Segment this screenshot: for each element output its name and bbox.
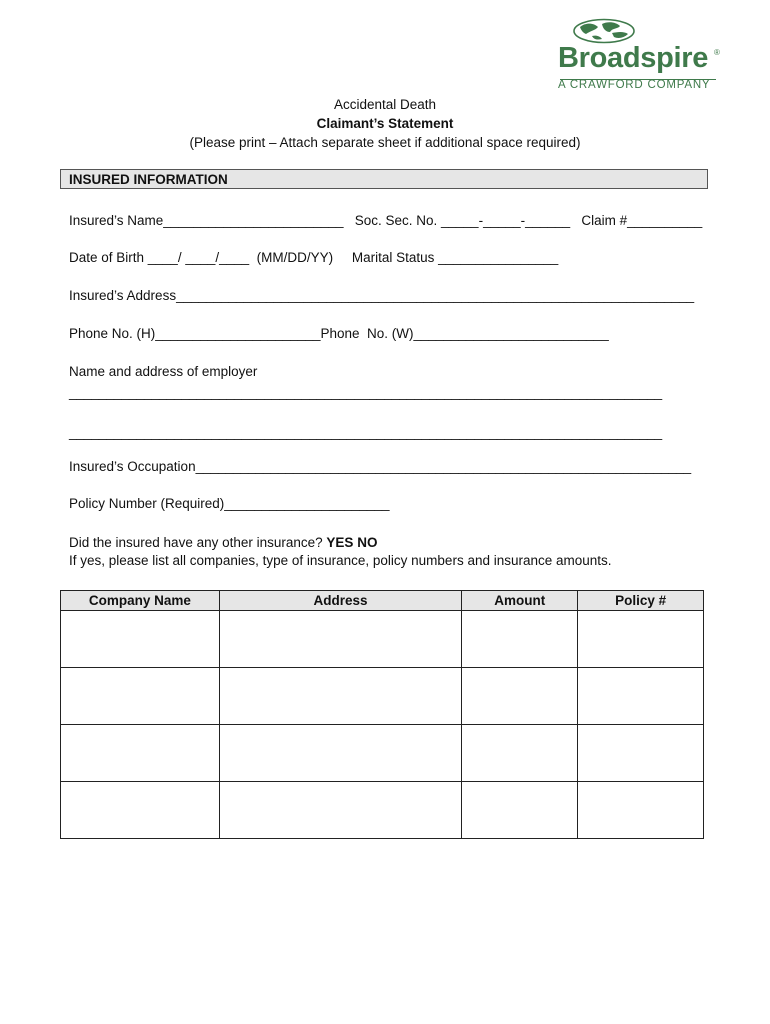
address-cell[interactable]	[219, 725, 462, 782]
address-cell[interactable]	[219, 668, 462, 725]
table-row	[61, 611, 704, 668]
address-cell[interactable]	[219, 611, 462, 668]
policy-cell[interactable]	[578, 668, 704, 725]
dob-marital-status-line[interactable]: Date of Birth ____/ ____/____ (MM/DD/YY) Marital Status ________________	[69, 250, 559, 265]
policy-cell[interactable]	[578, 725, 704, 782]
company-name-cell[interactable]	[61, 725, 220, 782]
insured-address-line[interactable]: Insured’s Address_____________________________________________________________________	[69, 288, 695, 303]
insured-name-ssn-claim-line[interactable]: Insured’s Name________________________ Soc. Sec. No. _____-_____-______ Claim #__________	[69, 213, 703, 228]
instructions-text: (Please print – Attach separate sheet if additional space required)	[189, 135, 581, 150]
globe-icon	[572, 18, 636, 44]
table-header-row	[61, 591, 704, 611]
employer-label: Name and address of employer	[69, 364, 258, 379]
policy-cell[interactable]	[578, 782, 704, 839]
title-text: Accidental Death	[333, 97, 437, 112]
company-name-cell[interactable]	[61, 668, 220, 725]
question-text: Did the insured have any other insurance?	[69, 535, 327, 550]
company-name-cell[interactable]	[61, 611, 220, 668]
logo-wordmark: Broadspire	[558, 42, 709, 74]
amount-cell[interactable]	[462, 668, 578, 725]
list-companies-instruction: If yes, please list all companies, type of insurance, policy numbers and insurance amounts.	[69, 553, 612, 568]
subtitle-text: Claimant’s Statement	[316, 116, 454, 131]
col-header-policy: Policy #	[578, 591, 704, 611]
address-cell[interactable]	[219, 782, 462, 839]
registered-mark: ®	[714, 48, 720, 57]
yes-option[interactable]: YES	[326, 535, 354, 550]
amount-cell[interactable]	[462, 611, 578, 668]
broadspire-logo	[556, 18, 726, 98]
policy-cell[interactable]	[578, 611, 704, 668]
form-instructions	[0, 133, 770, 152]
logo-tagline: A CRAWFORD COMPANY	[558, 79, 711, 91]
table-row	[61, 782, 704, 839]
other-insurance-question	[69, 535, 377, 551]
table-row	[61, 725, 704, 782]
form-title	[0, 95, 770, 114]
amount-cell[interactable]	[462, 725, 578, 782]
col-header-company-name: Company Name	[61, 591, 220, 611]
phone-numbers-line[interactable]: Phone No. (H)______________________Phone No. (W)__________________________	[69, 326, 609, 341]
col-header-amount: Amount	[462, 591, 578, 611]
employer-field-line-2[interactable]: _______________________________________________________________________________	[69, 425, 663, 440]
employer-field-line-1[interactable]: _______________________________________________________________________________	[69, 385, 663, 400]
no-option[interactable]: NO	[357, 535, 378, 550]
section-label: INSURED INFORMATION	[69, 172, 228, 187]
occupation-line[interactable]: Insured’s Occupation__________________________________________________________________	[69, 459, 692, 474]
amount-cell[interactable]	[462, 782, 578, 839]
table-row	[61, 668, 704, 725]
policy-number-line[interactable]: Policy Number (Required)______________________	[69, 496, 390, 511]
col-header-address: Address	[219, 591, 462, 611]
company-name-cell[interactable]	[61, 782, 220, 839]
other-insurance-table	[60, 590, 704, 839]
form-subtitle	[0, 114, 770, 133]
